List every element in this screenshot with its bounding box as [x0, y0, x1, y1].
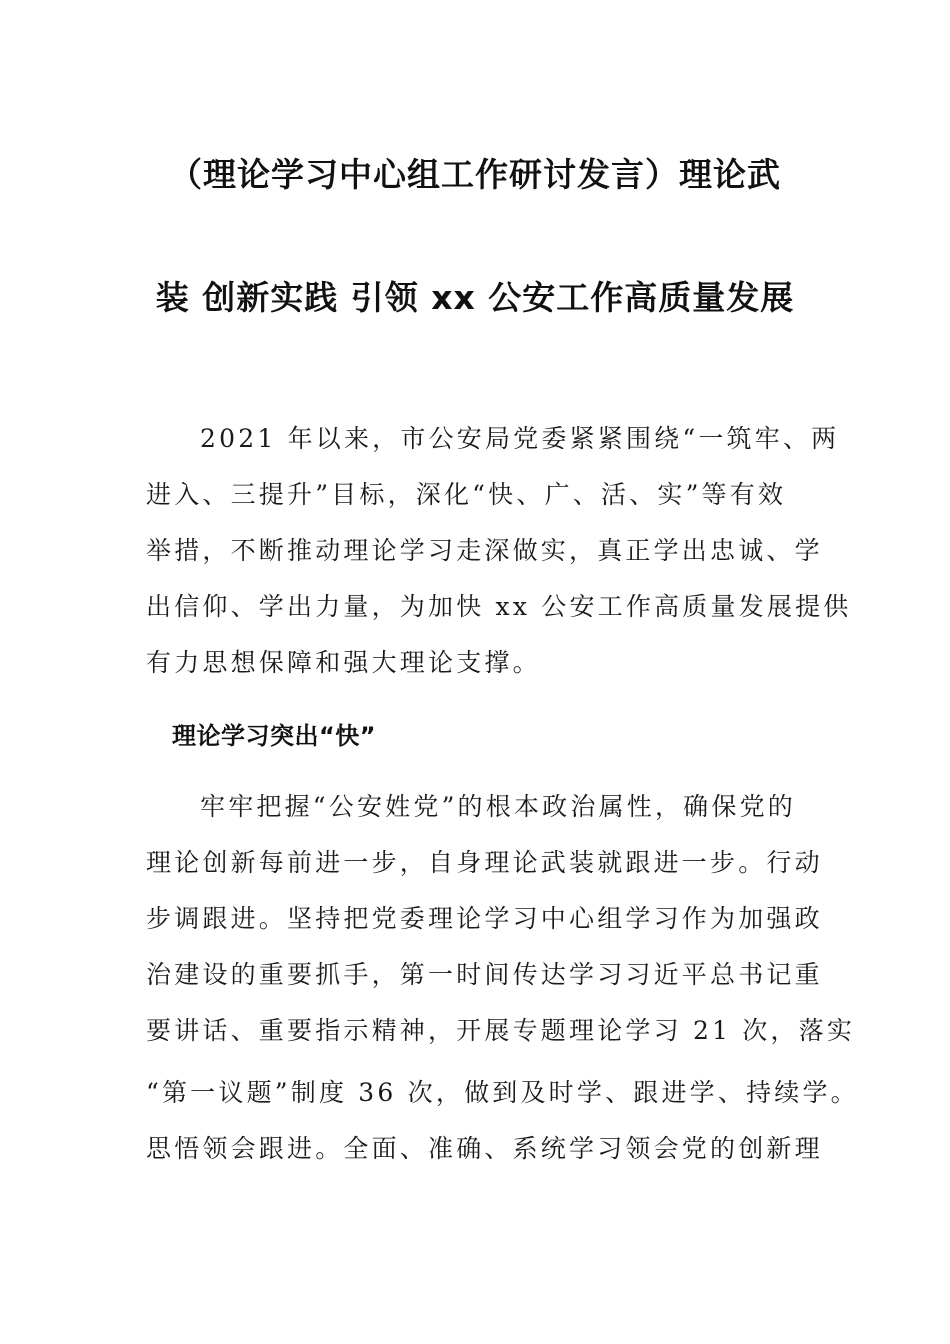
paragraph-2-line-4: 治建设的重要抓手，第一时间传达学习习近平总书记重: [146, 960, 823, 989]
paragraph-1-line-1: 2021 年以来，市公安局党委紧紧围绕“一筑牢、两: [200, 424, 840, 453]
paragraph-1-line-5: 有力思想保障和强大理论支撑。: [146, 648, 541, 677]
document-title-line-1: （理论学习中心组工作研讨发言）理论武: [169, 155, 781, 194]
paragraph-2-line-6: “第一议题”制度 36 次，做到及时学、跟进学、持续学。: [146, 1078, 859, 1107]
paragraph-2-line-3: 步调跟进。坚持把党委理论学习中心组学习作为加强政: [146, 904, 823, 933]
paragraph-2-line-5: 要讲话、重要指示精神，开展专题理论学习 21 次，落实: [146, 1016, 856, 1045]
paragraph-1-line-3: 举措，不断推动理论学习走深做实，真正学出忠诚、学: [146, 536, 823, 565]
section-heading: 理论学习突出“快”: [172, 722, 377, 750]
paragraph-1-line-4: 出信仰、学出力量，为加快 xx 公安工作高质量发展提供: [146, 592, 852, 621]
paragraph-2-line-7: 思悟领会跟进。全面、准确、系统学习领会党的创新理: [146, 1134, 823, 1163]
paragraph-2-line-2: 理论创新每前进一步，自身理论武装就跟进一步。行动: [146, 848, 823, 877]
document-title-line-2: 装 创新实践 引领 xx 公安工作高质量发展: [155, 278, 795, 317]
paragraph-2-line-1: 牢牢把握“公安姓党”的根本政治属性，确保党的: [200, 792, 796, 821]
paragraph-1-line-2: 进入、三提升”目标，深化“快、广、活、实”等有效: [146, 480, 787, 509]
